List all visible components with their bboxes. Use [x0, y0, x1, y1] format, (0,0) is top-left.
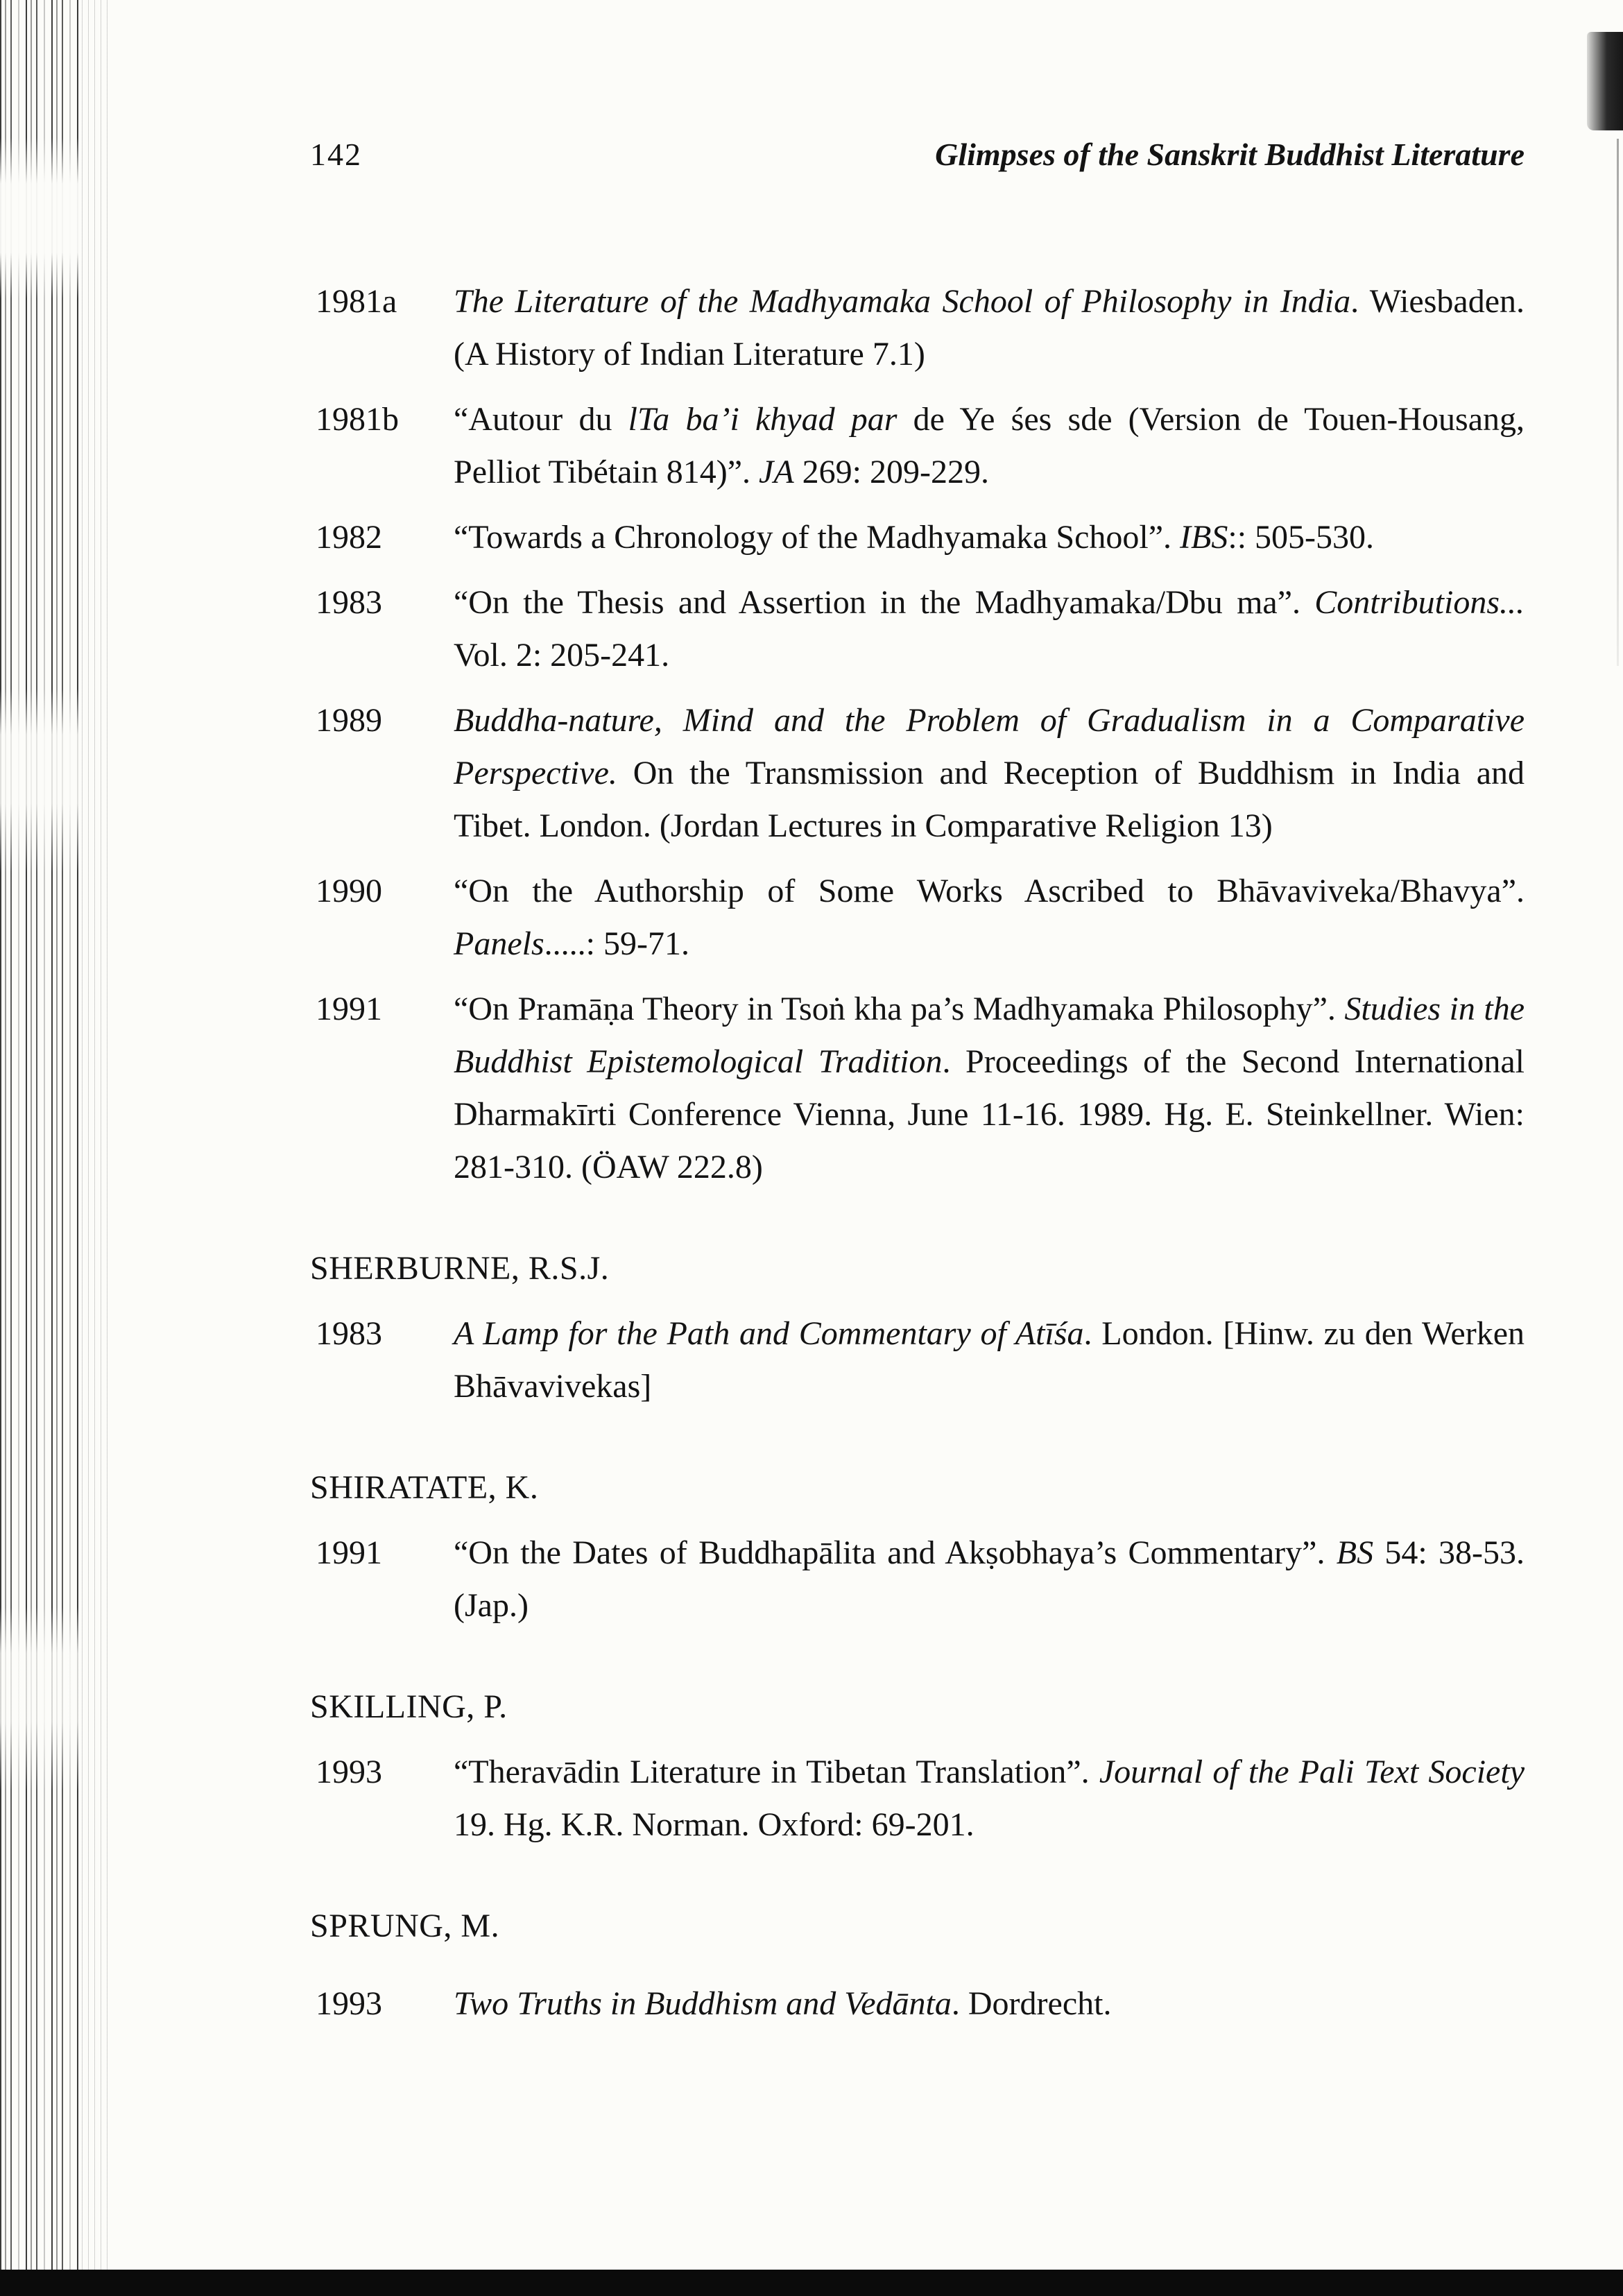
entry-year: 1983: [316, 584, 382, 621]
text-segment: Journal of the Pali Text Society: [1099, 1754, 1525, 1790]
author-heading: SPRUNG, M.: [310, 1908, 500, 1944]
text-segment: On the Transmission and Reception of Buddhism in India and Tibet. London. (Jordan Lectures in Comparative Religion 13): [454, 755, 1525, 844]
text-segment: 54: 38-53. (Jap.): [454, 1534, 1525, 1624]
text-segment: 269: 209-229.: [793, 454, 989, 490]
bib-entry: [310, 1308, 1525, 1413]
bib-entry: [310, 1527, 1525, 1632]
bib-entry: [310, 393, 1525, 499]
author-heading: SKILLING, P.: [310, 1688, 508, 1725]
entry-year: 1983: [316, 1315, 382, 1352]
page-header: [310, 136, 1525, 173]
bib-section: [310, 1242, 1525, 1413]
entry-year: 1991: [316, 1534, 382, 1571]
bib-entry: [310, 275, 1525, 381]
bib-entry: [310, 1746, 1525, 1851]
entry-year: 1981a: [316, 283, 397, 320]
text-segment: JA: [759, 454, 794, 490]
text-segment: . Wiesbaden. (A History of Indian Literature 7.1): [454, 283, 1525, 372]
text-segment: “Autour du: [454, 401, 628, 438]
bib-entry: [310, 865, 1525, 970]
page-number: 142: [310, 137, 362, 172]
text-segment: Contributions...: [1314, 584, 1525, 621]
text-segment: IBS: [1180, 519, 1228, 556]
bib-entry: [310, 1978, 1525, 2030]
text-segment: “On the Authorship of Some Works Ascribed to Bhāvaviveka/Bhavya”.: [454, 873, 1525, 909]
text-segment: “On Pramāṇa Theory in Tsoṅ kha pa’s Madhyamaka Philosophy”.: [454, 991, 1345, 1027]
text-segment: Two Truths in Buddhism and Vedānta: [454, 1985, 952, 2022]
scan-artifact-left-band: [0, 0, 82, 2296]
page-content: [310, 136, 1525, 2030]
running-title: Glimpses of the Sanskrit Buddhist Literature: [935, 137, 1525, 172]
author-heading: SHIRATATE, K.: [310, 1469, 539, 1506]
text-segment: BS: [1336, 1534, 1374, 1571]
bib-entry: [310, 576, 1525, 682]
text-segment: . Proceedings of the Second International Dharmakīrti Conference Vienna, June 11-16. 1989. Hg. E. Steinkellner. Wien: 281-310. (ÖAW 222.8): [454, 1043, 1525, 1185]
bib-section: [310, 1900, 1525, 2030]
text-segment: “On the Dates of Buddhapālita and Akṣobhaya’s Commentary”.: [454, 1534, 1337, 1571]
bib-entry: [310, 983, 1525, 1194]
text-segment: Vol. 2: 205-241.: [454, 637, 670, 674]
entry-year: 1993: [316, 1985, 382, 2022]
entry-year: 1989: [316, 702, 382, 739]
bib-entry: [310, 694, 1525, 853]
bib-section: [310, 275, 1525, 1194]
bib-section: [310, 1681, 1525, 1851]
text-segment: A Lamp for the Path and Commentary of Atīśa: [454, 1315, 1084, 1352]
text-segment: “On the Thesis and Assertion in the Madhyamaka/Dbu ma”.: [454, 584, 1315, 621]
entry-year: 1991: [316, 991, 382, 1027]
text-segment: “Towards a Chronology of the Madhyamaka School”.: [454, 519, 1180, 556]
bibliography: [310, 275, 1525, 2030]
text-segment: Panels: [454, 925, 544, 962]
scan-artifact-right-edge: [1617, 139, 1619, 666]
scan-artifact-bottom-bar: [0, 2270, 1623, 2296]
text-segment: lTa ba’i khyad par: [628, 401, 898, 438]
text-segment: 19. Hg. K.R. Norman. Oxford: 69-201.: [454, 1806, 974, 1843]
text-segment: :: 505-530.: [1228, 519, 1375, 556]
entry-year: 1981b: [316, 401, 399, 438]
entry-year: 1990: [316, 873, 382, 909]
text-segment: The Literature of the Madhyamaka School of Philosophy in India: [454, 283, 1351, 320]
text-segment: Buddha-nature, Mind and the Problem of Gradualism in a Comparative Perspective.: [454, 702, 1525, 791]
text-segment: .....: 59-71.: [544, 925, 689, 962]
bib-section: [310, 1462, 1525, 1632]
entry-year: 1993: [316, 1754, 382, 1790]
bib-entry: [310, 511, 1525, 564]
entry-year: 1982: [316, 519, 382, 556]
text-segment: . Dordrecht.: [951, 1985, 1112, 2022]
text-segment: de Ye śes sde (Version de Touen-Housang, Pelliot Tibétain 814)”.: [454, 401, 1525, 490]
scan-artifact-top-right: [1587, 32, 1623, 130]
text-segment: “Theravādin Literature in Tibetan Translation”.: [454, 1754, 1099, 1790]
text-segment: Studies in the Buddhist Epistemological Tradition: [454, 991, 1525, 1080]
author-heading: SHERBURNE, R.S.J.: [310, 1250, 610, 1287]
text-segment: . London. [Hinw. zu den Werken Bhāvavivekas]: [454, 1315, 1525, 1405]
